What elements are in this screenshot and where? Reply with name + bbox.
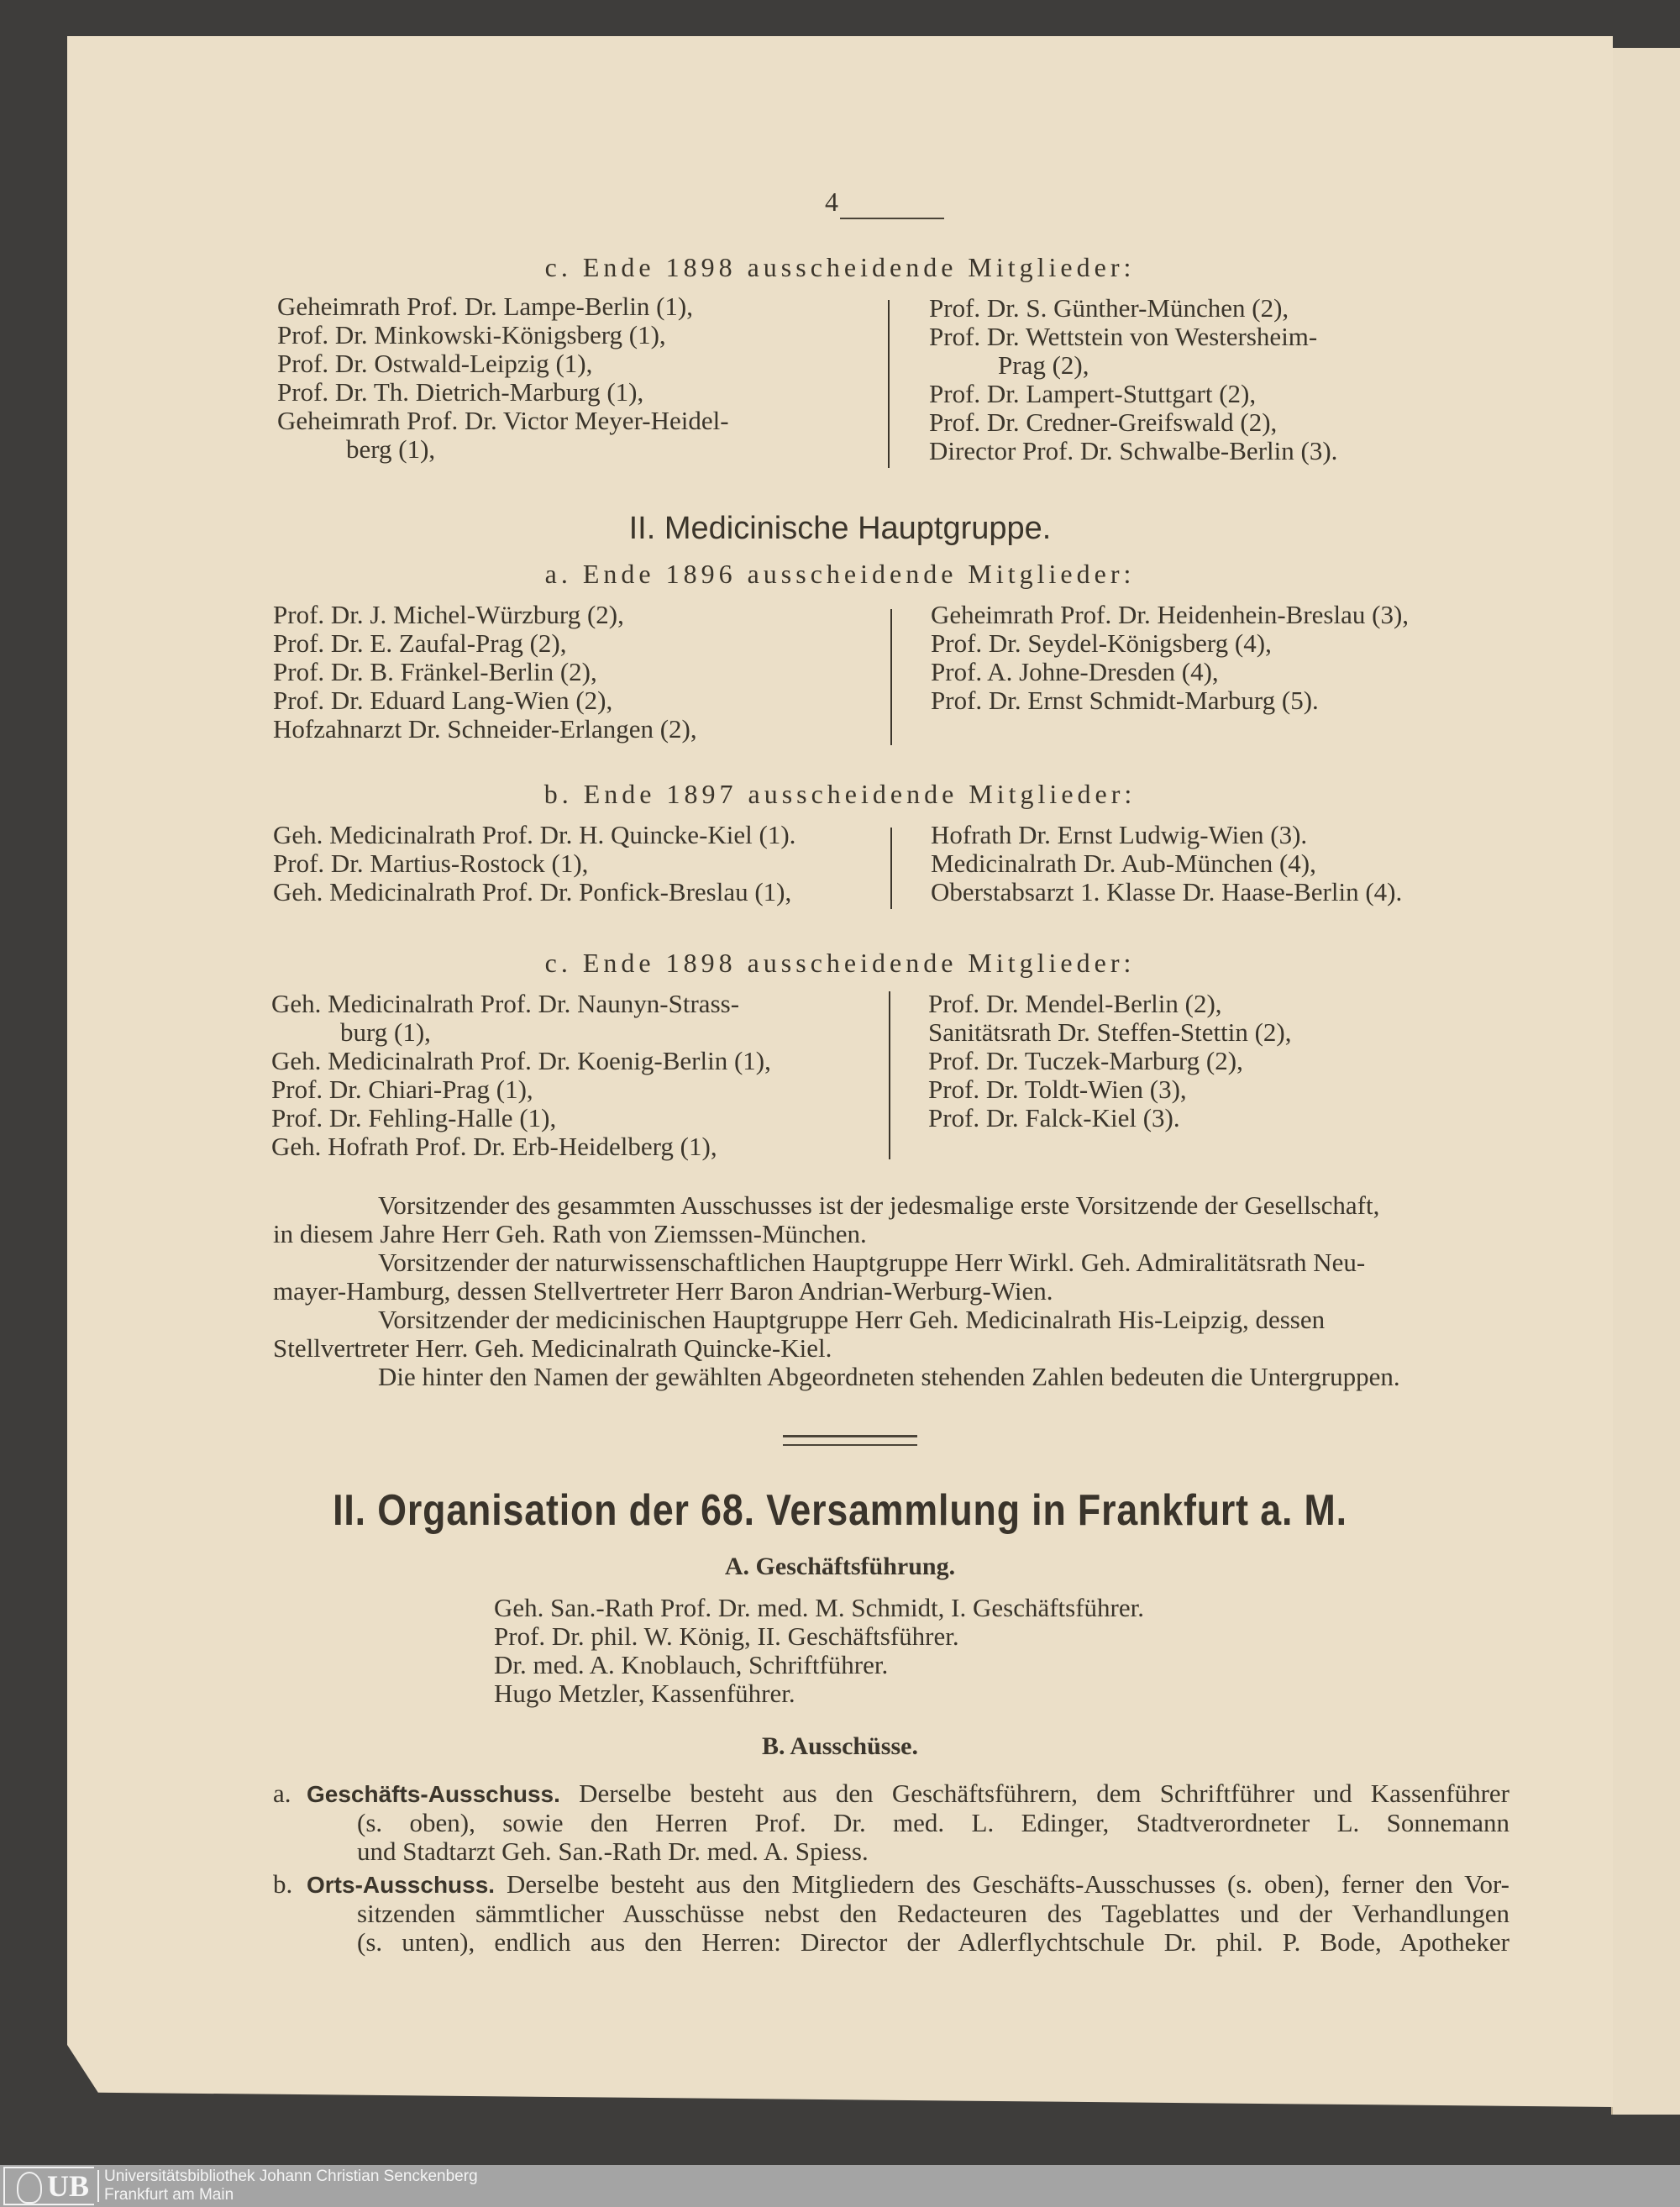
subsection-heading-b-1897: b. Ende 1897 ausscheidende Mitglieder: [543,779,1137,809]
member-entry: Prof. A. Johne-Dresden (4), [931,657,1219,686]
member-entry: Prof. Dr. Fehling-Halle (1), [271,1103,557,1132]
member-entry: Geh. Medicinalrath Prof. Dr. Ponfick-Breslau (1), [273,877,792,906]
member-entry: Medicinalrath Dr. Aub-München (4), [931,849,1316,878]
note-paragraph-first-line: Vorsitzender der medicinischen Hauptgruppe Herr Geh. Medicinalrath His-Leipzig, dessen [378,1305,1326,1334]
member-list-right [931,601,1409,715]
member-entry: Prof. Dr. Ernst Schmidt-Marburg (5). [931,686,1319,715]
subsection-heading-a-1896: a. Ende 1896 ausscheidende Mitglieder: [544,559,1136,589]
notes-block [273,1191,1508,1391]
committee-name: Geschäfts-Ausschuss. [307,1781,560,1807]
note-paragraph-continuation: in diesem Jahre Herr Geh. Rath von Ziemssen-München. [273,1219,867,1248]
member-entry: Geh. Hofrath Prof. Dr. Erb-Heidelberg (1), [271,1132,717,1161]
member-entry: Prof. Dr. Seydel-Königsberg (4), [931,628,1272,658]
heading-committees: B. Ausschüsse. [762,1732,918,1760]
note-paragraph-continuation: Stellvertreter Herr. Geh. Medicinalrath Quincke-Kiel. [273,1333,832,1363]
note-paragraph-first-line: Vorsitzender der naturwissenschaftlichen Hauptgruppe Herr Wirkl. Geh. Admiralitätsrath Neu- [378,1248,1366,1277]
member-list-left [271,990,771,1161]
officer-entry: Hugo Metzler, Kassenführer. [494,1679,795,1708]
column-divider [890,609,892,745]
member-entry: Geheimrath Prof. Dr. Heidenhein-Breslau (3), [931,600,1410,629]
note-paragraph-continuation: mayer-Hamburg, dessen Stellvertreter Herr Baron Andrian-Werburg-Wien. [273,1276,1053,1306]
member-entry: Prof. Dr. Chiari-Prag (1), [271,1075,533,1104]
committee-letter: a. [273,1779,291,1808]
heading-management: A. Geschäftsführung. [724,1553,956,1580]
committee-item [273,1779,1509,1866]
column-divider [888,300,890,468]
member-entry: Sanitätsrath Dr. Steffen-Stettin (2), [928,1017,1292,1047]
member-entry: Prof. Dr. Tuczek-Marburg (2), [928,1046,1243,1075]
library-location: Frankfurt am Main [104,2186,234,2204]
group-heading-medical: II. Medicinische Hauptgruppe. [628,511,1052,546]
member-entry: Prof. Dr. Wettstein von Westersheim- [929,322,1318,351]
member-list-right [931,821,1402,906]
next-page-edge [1611,48,1680,2115]
member-list-left [277,292,729,464]
member-entry: Director Prof. Dr. Schwalbe-Berlin (3). [929,436,1338,465]
member-entry: Prof. Dr. Th. Dietrich-Marburg (1), [277,377,644,407]
member-entry: Prof. Dr. Falck-Kiel (3). [928,1103,1180,1132]
member-entry: Prof. Dr. Credner-Greifswald (2), [929,407,1278,437]
note-paragraph-first-line: Die hinter den Namen der gewählten Abgeordneten stehenden Zahlen bedeuten die Untergruppen. [378,1362,1400,1391]
committee-description: Derselbe besteht aus den Mitgliedern des Geschäfts-Ausschusses (s. oben), ferner den Vor- [506,1869,1510,1899]
member-list-right [928,990,1292,1132]
member-entry: Geh. Medicinalrath Prof. Dr. H. Quincke-Kiel (1). [273,820,796,849]
member-entry-continuation: berg (1), [346,434,436,464]
page-number-rule [840,218,944,219]
page-number: 4 [825,187,838,217]
officer-entry: Prof. Dr. phil. W. König, II. Geschäftsführer. [494,1621,959,1651]
column-divider [889,991,890,1159]
member-entry: Prof. Dr. Martius-Rostock (1), [273,849,589,878]
officer-entry: Geh. San.-Rath Prof. Dr. med. M. Schmidt, I. Geschäftsführer. [494,1593,1145,1622]
member-entry: Prof. Dr. Minkowski-Königsberg (1), [277,320,666,349]
subsection-heading-c-1898-natural: c. Ende 1898 ausscheidende Mitglieder: [544,252,1136,282]
committee-description: Derselbe besteht aus den Geschäftsführern, dem Schriftführer und Kassenführer [579,1779,1510,1808]
member-entry: Prof. Dr. Mendel-Berlin (2), [928,989,1222,1018]
library-footer [0,2165,1680,2207]
committee-continuation: (s. oben), sowie den Herren Prof. Dr. med. L. Edinger, Stadtverordneter L. Sonnemann [357,1808,1509,1837]
footer-separator [97,2170,99,2202]
library-logo [3,2167,94,2205]
officer-entry: Dr. med. A. Knoblauch, Schriftführer. [494,1650,889,1679]
member-entry: Prof. Dr. J. Michel-Würzburg (2), [273,600,624,629]
member-list-left [273,821,795,906]
committee-continuation: und Stadtarzt Geh. San.-Rath Dr. med. A. Spiess. [357,1837,869,1866]
member-entry-continuation: burg (1), [340,1017,431,1047]
member-entry: Hofzahnarzt Dr. Schneider-Erlangen (2), [273,714,697,744]
library-name: Universitätsbibliothek Johann Christian Senckenberg [104,2168,478,2185]
logo-text: UB [46,2169,89,2203]
member-entry-continuation: Prag (2), [998,350,1089,380]
committee-item [273,1870,1509,1957]
management-list [494,1594,1144,1708]
committee-first-line [273,1870,1509,1900]
committee-continuation: (s. unten), endlich aus den Herren: Director der Adlerflychtschule Dr. phil. P. Bode, Apotheker [357,1927,1509,1957]
member-list-right [929,294,1337,465]
member-entry: Hofrath Dr. Ernst Ludwig-Wien (3). [931,820,1308,849]
member-entry: Prof. Dr. B. Fränkel-Berlin (2), [273,657,597,686]
member-entry: Prof. Dr. Ostwald-Leipzig (1), [277,349,593,378]
portrait-icon [17,2172,42,2204]
note-paragraph-first-line: Vorsitzender des gesammten Ausschusses ist der jedesmalige erste Vorsitzende der Gesellschaft, [378,1190,1380,1220]
footer-text [104,2168,478,2204]
member-entry: Geh. Medicinalrath Prof. Dr. Koenig-Berlin (1), [271,1046,771,1075]
member-entry: Prof. Dr. Toldt-Wien (3), [928,1075,1187,1104]
member-entry: Geheimrath Prof. Dr. Victor Meyer-Heidel- [277,406,729,435]
column-divider [890,828,892,909]
committee-continuation: sitzenden sämmtlicher Ausschüsse nebst den Redacteuren des Tageblattes und der Verhandlungen [357,1899,1509,1928]
member-entry: Prof. Dr. Eduard Lang-Wien (2), [273,686,613,715]
member-entry: Prof. Dr. E. Zaufal-Prag (2), [273,628,567,658]
section-title-organisation: II. Organisation der 68. Versammlung in Frankfurt a. M. [333,1486,1347,1535]
member-entry: Oberstabsarzt 1. Klasse Dr. Haase-Berlin (4). [931,877,1403,906]
committee-letter: b. [273,1869,293,1899]
member-entry: Geh. Medicinalrath Prof. Dr. Naunyn-Strass- [271,989,740,1018]
member-entry: Prof. Dr. Lampert-Stuttgart (2), [929,379,1257,408]
section-divider-double-rule [783,1435,917,1446]
committee-name: Orts-Ausschuss. [307,1872,496,1898]
member-entry: Geheimrath Prof. Dr. Lampe-Berlin (1), [277,292,693,321]
member-entry: Prof. Dr. S. Günther-München (2), [929,293,1289,323]
subsection-heading-c-1898-medical: c. Ende 1898 ausscheidende Mitglieder: [544,948,1136,978]
committee-first-line [273,1779,1509,1809]
member-list-left [273,601,697,744]
